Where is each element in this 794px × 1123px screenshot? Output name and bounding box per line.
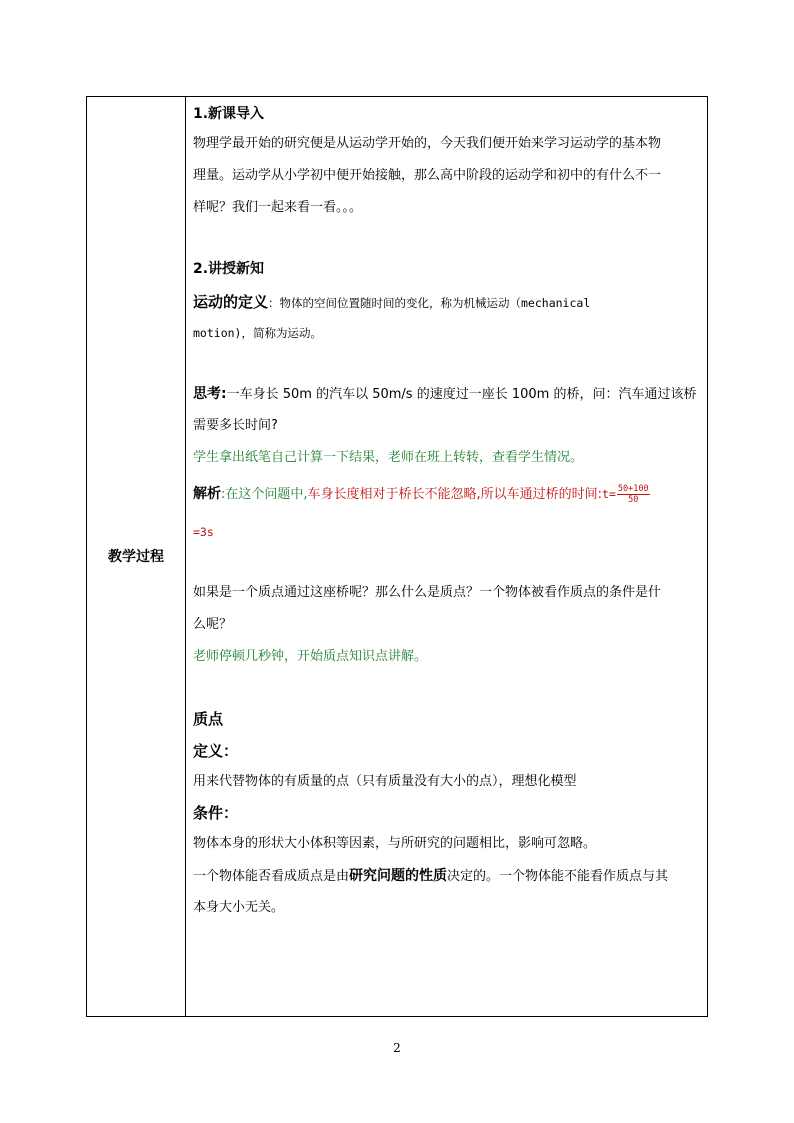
point-definition-label: 定义： — [193, 742, 239, 760]
point-definition-text: 用来代替物体的有质量的点（只有质量没有大小的点），理想化模型 — [193, 774, 577, 789]
motion-definition-line-1 — [193, 292, 590, 314]
section-2-title: 2.讲授新知 — [193, 261, 265, 277]
intro-line-2: 理量。运动学从小学初中便开始接触，那么高中阶段的运动学和初中的有什么不一 — [193, 168, 662, 183]
intro-line-1: 物理学最开始的研究便是从运动学开始的，今天我们便开始来学习运动学的基本物 — [193, 136, 662, 151]
teacher-action: 老师停顿几秒钟，开始质点知识点讲解。 — [193, 649, 428, 664]
analysis-text-a: :在这个问题中, — [221, 487, 308, 502]
motion-definition-label: 运动的定义 — [193, 293, 269, 311]
motion-definition-line-2: motion)，简称为运动。 — [193, 326, 322, 340]
conclusion-text-b: 决定的。一个物体能不能看作质点与其 — [447, 869, 669, 884]
formula-result: =3s — [193, 525, 214, 539]
conclusion-line-1 — [193, 866, 668, 887]
conclusion-line-2: 本身大小无关。 — [193, 900, 285, 915]
motion-definition-text: ：物体的空间位置随时间的变化，称为机械运动（mechanical — [268, 296, 591, 310]
section-1-title: 1.新课导入 — [193, 106, 265, 122]
column-divider — [185, 97, 186, 1016]
analysis-label: 解析 — [193, 486, 221, 502]
think-label: 思考: — [193, 386, 227, 402]
student-action: 学生拿出纸笔自己计算一下结果，老师在班上转转，查看学生情况。 — [193, 450, 584, 465]
formula-denominator: 50 — [628, 495, 639, 505]
content-cell — [193, 97, 703, 1016]
question-line-1: 如果是一个质点通过这座桥呢？那么什么是质点？一个物体被看作质点的条件是什 — [193, 585, 662, 600]
formula-numerator: 50+100 — [617, 484, 649, 494]
condition-label: 条件： — [193, 804, 239, 822]
think-line-2: 需要多长时间? — [193, 418, 278, 433]
analysis-text-b: 车身长度相对于桥长不能忽略,所以车通过桥的时间: — [307, 487, 603, 502]
intro-line-3: 样呢？我们一起来看一看。。。 — [193, 200, 363, 215]
formula-fraction — [617, 484, 650, 505]
formula-prefix: t= — [602, 487, 616, 501]
conclusion-text-a: 一个物体能否看成质点是由 — [193, 869, 350, 884]
conclusion-emphasis: 研究问题的性质 — [349, 868, 448, 884]
section-3-title: 质点 — [193, 710, 224, 728]
question-line-2: 么呢？ — [193, 617, 233, 632]
lesson-table — [86, 96, 708, 1017]
analysis-line — [193, 482, 650, 507]
think-question: 一车身长 50m 的汽车以 50m/s 的速度过一座长 100m 的桥，问：汽车通过该桥 — [226, 387, 697, 402]
row-label: 教学过程 — [108, 549, 164, 565]
condition-text: 物体本身的形状大小体积等因素，与所研究的问题相比，影响可忽略。 — [193, 836, 597, 851]
think-line-1 — [193, 384, 696, 405]
page-number: 2 — [393, 1041, 401, 1055]
